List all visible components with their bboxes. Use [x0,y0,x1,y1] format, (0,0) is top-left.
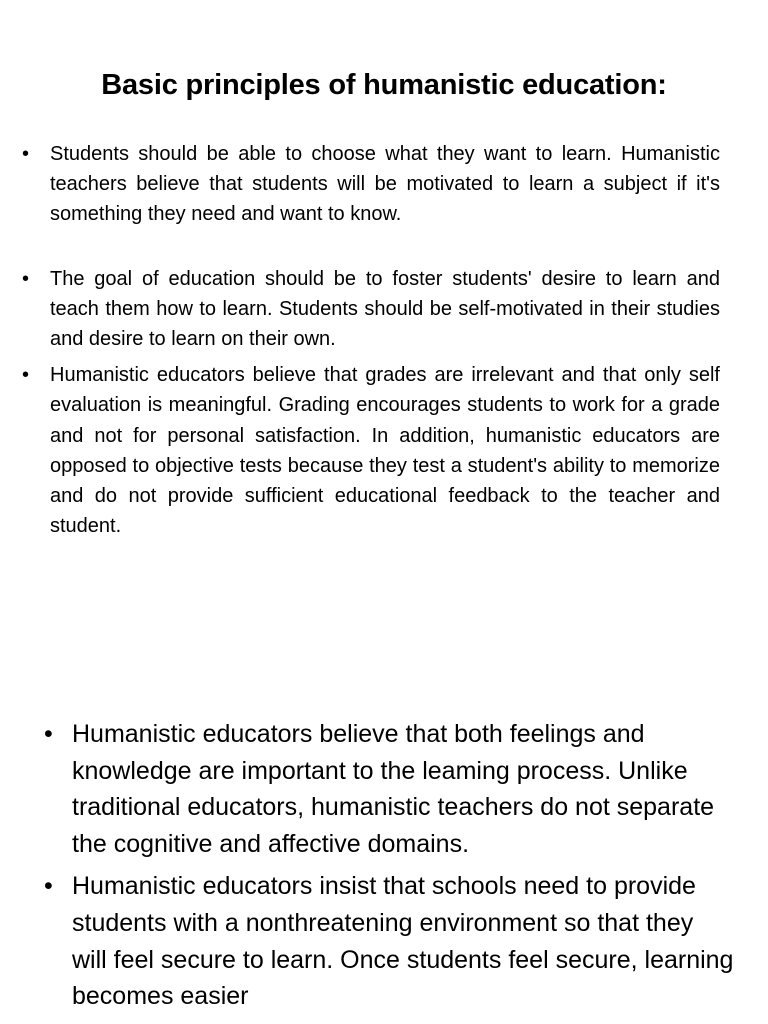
list-item [22,264,720,355]
list-item-text: Humanistic educators believe that grades are irrelevant and that only self evaluation is meaningful. Grading encourages students to work for a grade and not for personal satisfaction. In addition, humanistic educators are opposed to objective tests because they test a student's ability to memorize and do not provide sufficient educational feedback to the teacher and student. [50,364,720,538]
bullet-icon: • [44,872,53,901]
list-item-text: Humanistic educators insist that schools need to provide students with a nonthreatening environment so that they will feel secure to learn. Once students feel secure, learning becomes easier [72,872,734,1011]
list-item-text: Humanistic educators believe that both feelings and knowledge are important to the leaming process. Unlike traditional educators, humanistic teachers do not separate the cognitive and affective domains. [72,720,715,858]
continuation-list [44,716,734,1015]
page-title: Basic principles of humanistic education: [101,69,667,102]
bullet-icon: • [22,143,30,165]
principles-list [22,139,720,541]
list-item [44,868,734,1014]
list-item [22,360,720,541]
bullet-icon: • [22,364,30,387]
bullet-icon: • [22,267,30,290]
bullet-icon: • [44,720,53,748]
list-item [44,716,734,862]
list-item-text: The goal of education should be to foster students' desire to learn and teach them how to learn. Students should be self-motivated in their studies and desire to learn on their own. [50,267,720,351]
list-item [22,139,720,230]
list-item-text: Students should be able to choose what they want to learn. Humanistic teachers believe that students will be motivated to learn a subject if it's something they need and want to know. [50,143,720,226]
